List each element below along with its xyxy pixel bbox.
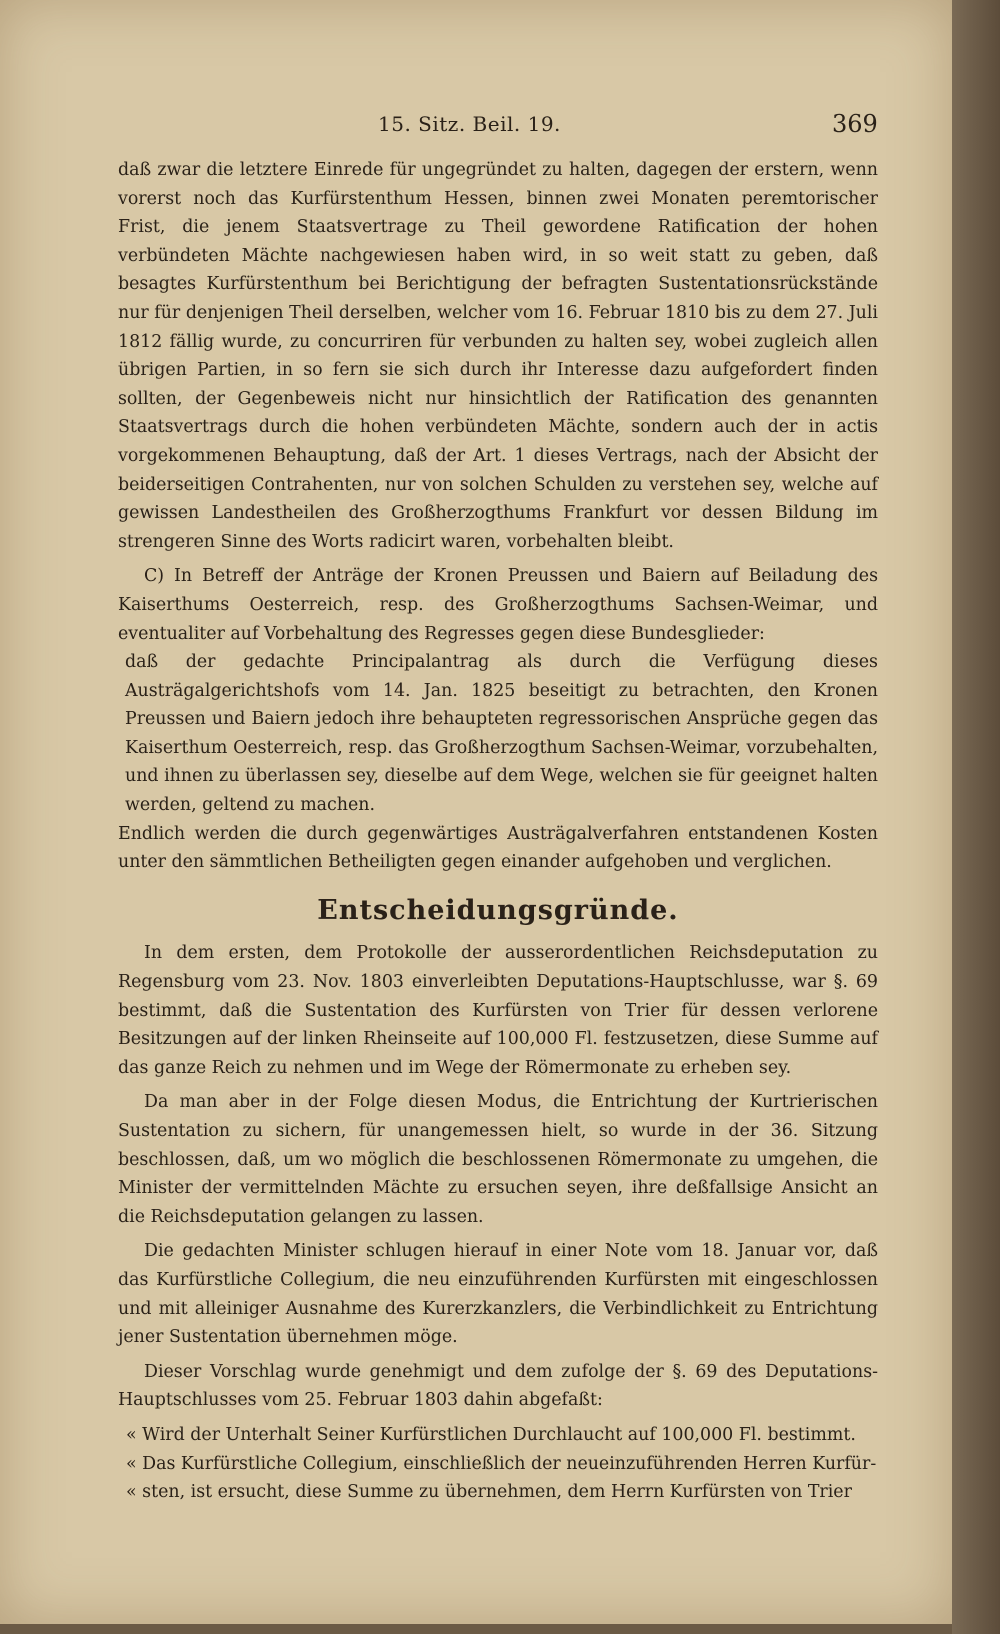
paragraph-ruling-c-decision: daß der gedachte Principalantrag als durch die Verfügung dieses Austrägalgerichtshofs vom 14. Jan. 1825 beseitigt zu betrachten, den Kronen Preussen und Baiern jedoch ihre behaupteten regressorischen Ansprüche gegen das Kaiserthum Oesterreich, resp. das Großherzogthum Sachsen-Weimar, vorzubehalten, und ihnen zu überlassen sey, dieselbe auf dem Wege, welchen sie für geeignet halten werden, geltend zu machen.	[125, 652, 878, 816]
paragraph-ruling-b: daß zwar die letztere Einrede für ungegründet zu halten, dagegen der erstern, wenn vorerst noch das Kurfürstenthum Hessen, binnen zwei Monaten peremtorischer Frist, die jenem Staatsvertrage zu Theil gewordene Ratification der hohen verbündeten Mächte nachgewiesen haben wird, in so weit statt zu geben, daß besagtes Kurfürstenthum bei Berichtigung der befragten Sustentationsrückstände nur für denjenigen Theil derselben, welcher vom 16. Februar 1810 bis zu dem 27. Juli 1812 fällig wurde, zu concurriren für verbunden zu halten sey, wobei zugleich allen übrigen Partien, in so fern sie sich durch ihr Interesse dazu aufgefordert finden sollten, der Gegenbeweis nicht nur hinsichtlich der Ratification des genannten Staatsvertrags durch die hohen verbündeten Mächte, sondern auch der in actis vorgekommenen Behauptung, daß der Art. 1 dieses Vertrags, nach der Absicht der beiderseitigen Contrahenten, nur von solchen Schulden zu verstehen sey, welche auf gewissen Landestheilen des Großherzogthums Frankfurt vor dessen Bildung im strengeren Sinne des Worts radicirt waren, vorbehalten bleibt.	[118, 160, 878, 552]
paragraph-ruling-c: C) In Betreff der Anträge der Kronen Preussen und Baiern auf Beiladung des Kaiserthums Oesterreich, resp. des Großherzogthums Sachsen-Weimar, und eventualiter auf Vorbehaltung des Regresses gegen diese Bundesglieder:	[118, 566, 878, 644]
right-page-edge	[952, 0, 1000, 1634]
paragraph-reason-1: In dem ersten, dem Protokolle der ausserordentlichen Reichsdeputation zu Regensburg vom 23. Nov. 1803 einverleibten Deputations-Hauptschlusse, war §. 69 bestimmt, daß die Sustentation des Kurfürsten von Trier für dessen verlorene Besitzungen auf der linken Rheinseite auf 100,000 Fl. festzusetzen, diese Summe auf das ganze Reich zu nehmen und im Wege der Römermonate zu erheben sey.	[118, 943, 878, 1078]
paragraph-costs: Endlich werden die durch gegenwärtiges Austrägalverfahren entstandenen Kosten unter den sämmtlichen Betheiligten gegen einander aufgehoben und verglichen.	[118, 823, 878, 873]
quote-line: « Wird der Unterhalt Seiner Kurfürstlichen Durchlaucht auf 100,000 Fl. bestimmt.	[126, 1424, 856, 1445]
page-number: 369	[832, 110, 878, 138]
quoted-article	[118, 1421, 878, 1507]
body-text	[118, 156, 878, 1507]
quote-line: « Das Kurfürstliche Collegium, einschließlich der neueinzuführenden Herren Kurfür-	[126, 1453, 877, 1474]
running-head: 15. Sitz. Beil. 19.	[378, 112, 561, 136]
paragraph-reason-2: Da man aber in der Folge diesen Modus, die Entrichtung der Kurtrierischen Sustentation zu sichern, für unangemessen hielt, so wurde in der 36. Sitzung beschlossen, daß, um wo möglich die beschlossenen Römermonate zu umgehen, die Minister der vermittelnden Mächte zu ersuchen seyen, ihre deßfallsige Ansicht an die Reichsdeputation gelangen zu lassen.	[118, 1092, 878, 1227]
paragraph-reason-4: Dieser Vorschlag wurde genehmigt und dem zufolge der §. 69 des Deputations-Hauptschlusses vom 25. Februar 1803 dahin abgefaßt:	[118, 1361, 878, 1411]
paragraph-reason-3: Die gedachten Minister schlugen hierauf in einer Note vom 18. Januar vor, daß das Kurfürstliche Collegium, die neu einzuführenden Kurfürsten mit eingeschlossen und mit alleiniger Ausnahme des Kurerzkanzlers, die Verbindlichkeit zu Entrichtung jener Sustentation übernehmen möge.	[118, 1241, 878, 1348]
section-heading: Entscheidungsgründe.	[317, 894, 679, 926]
quote-line: « sten, ist ersucht, diese Summe zu übernehmen, dem Herrn Kurfürsten von Trier	[126, 1482, 852, 1503]
page-header	[0, 112, 952, 142]
